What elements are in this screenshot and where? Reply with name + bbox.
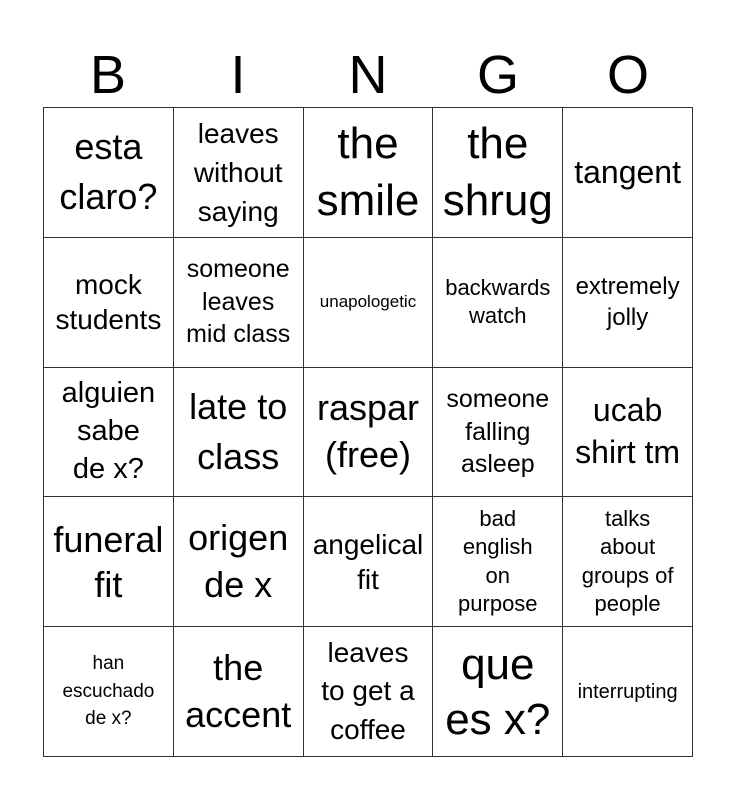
bingo-cell[interactable] (44, 368, 174, 498)
bingo-cell[interactable] (563, 627, 693, 757)
bingo-cell[interactable] (304, 627, 434, 757)
bingo-cell[interactable] (304, 238, 434, 368)
cell-text: han escuchado de x? (62, 653, 155, 730)
header-letter-b: B (89, 45, 127, 105)
cell-text: talks about groups of people (581, 505, 674, 617)
bingo-cell[interactable] (433, 238, 563, 368)
header-letter-o: O (606, 45, 649, 105)
cell-text: interrupting (577, 680, 678, 703)
bingo-cell[interactable] (433, 497, 563, 627)
bingo-cell[interactable] (174, 108, 304, 238)
bingo-cell[interactable] (563, 497, 693, 627)
bingo-cell[interactable] (304, 368, 434, 498)
cell-text: alguien sabe de x? (61, 377, 156, 485)
bingo-cell[interactable] (563, 108, 693, 238)
header-letter-n: N (348, 45, 388, 105)
cell-text: esta claro? (59, 126, 158, 218)
cell-text: funeral fit (53, 518, 164, 605)
bingo-cell[interactable] (563, 238, 693, 368)
bingo-cell[interactable] (174, 627, 304, 757)
bingo-cell[interactable] (44, 238, 174, 368)
header-letter-i: I (230, 45, 246, 105)
cell-text: late to class (189, 385, 288, 477)
bingo-cell[interactable] (44, 627, 174, 757)
cell-text: the accent (185, 646, 292, 735)
bingo-header (43, 44, 693, 106)
cell-text: ucab shirt tm (575, 392, 681, 470)
cell-text: backwards watch (445, 274, 551, 329)
bingo-cell[interactable] (174, 497, 304, 627)
bingo-board (43, 107, 693, 757)
bingo-cell[interactable] (433, 627, 563, 757)
cell-text: the smile (316, 119, 420, 226)
bingo-cell[interactable] (563, 368, 693, 498)
bingo-cell[interactable] (304, 108, 434, 238)
bingo-cell[interactable] (44, 497, 174, 627)
bingo-cell[interactable] (433, 368, 563, 498)
bingo-cell[interactable] (304, 497, 434, 627)
bingo-cell[interactable] (44, 108, 174, 238)
cell-text: bad english on purpose (458, 505, 538, 617)
cell-text: someone leaves mid class (186, 255, 291, 349)
header-letter-g: G (476, 45, 519, 105)
cell-text: extremely jolly (575, 273, 680, 332)
cell-text: leaves to get a coffee (321, 636, 415, 745)
cell-text: unapologetic (319, 292, 417, 312)
cell-text: the shrug (442, 119, 553, 226)
bingo-cell[interactable] (433, 108, 563, 238)
cell-text: angelical fit (312, 528, 424, 595)
cell-text: que es x? (445, 639, 551, 744)
cell-text: tangent (574, 153, 681, 190)
bingo-cell[interactable] (174, 238, 304, 368)
cell-text: raspar (free) (316, 387, 420, 475)
cell-text: mock students (55, 269, 162, 336)
cell-text: someone falling asleep (446, 385, 550, 479)
cell-text: leaves without saying (193, 117, 283, 227)
cell-text: origen de x (188, 516, 289, 605)
bingo-cell[interactable] (174, 368, 304, 498)
